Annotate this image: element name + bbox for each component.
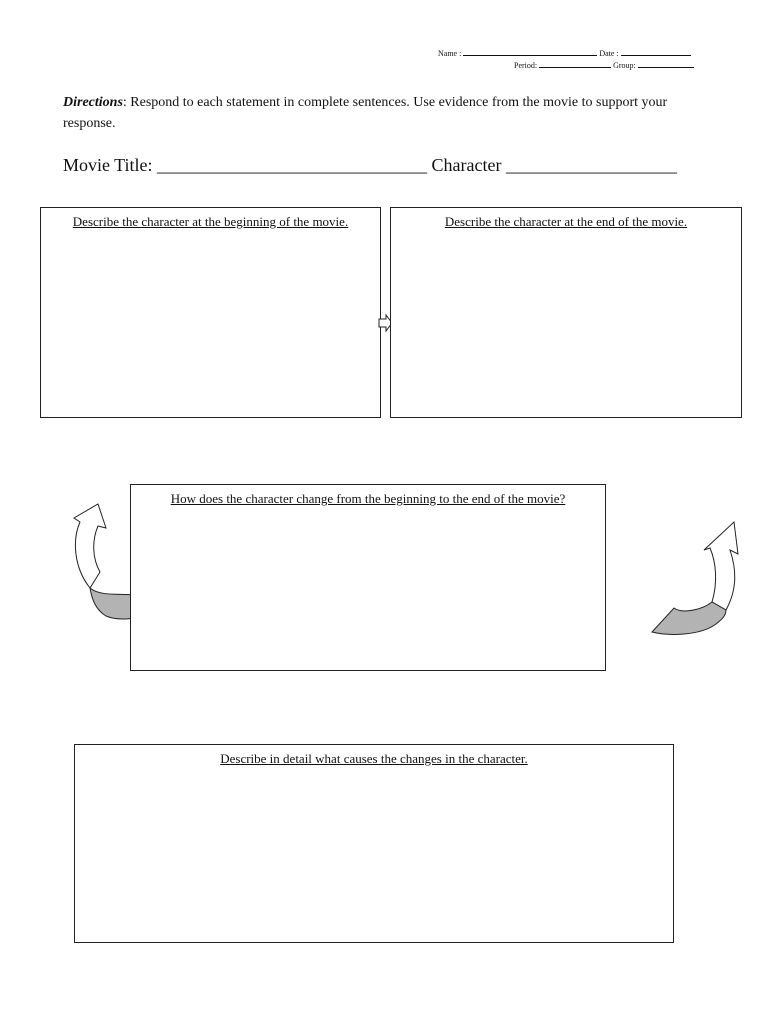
directions [63,92,713,134]
period-label: Period: [514,61,538,70]
character-label[interactable]: Character ___________________ [431,155,677,175]
directions-lead: Directions [63,95,123,110]
name-label: Name : [438,49,462,58]
beginning-prompt: Describe the character at the beginning of the movie. [72,214,349,229]
name-date-header [438,47,691,59]
curved-arrow-icon [646,518,746,638]
group-label: Group: [613,61,636,70]
period-group-header [514,59,694,71]
directions-text: : Respond to each statement in complete sentences. Use evidence from the movie to support your response. [63,95,668,131]
cause-prompt: Describe in detail what causes the changes in the character. [220,751,528,766]
date-blank[interactable] [621,47,691,56]
end-box[interactable] [390,207,742,418]
change-prompt: How does the character change from the beginning to the end of the movie? [170,491,566,506]
cause-box[interactable] [74,744,674,943]
date-label: Date : [599,49,619,58]
beginning-box[interactable] [40,207,381,418]
movie-title-line [63,155,677,176]
change-box[interactable] [130,484,606,671]
movie-title-label[interactable]: Movie Title: ______________________________ [63,155,428,175]
name-blank[interactable] [463,47,597,56]
end-prompt: Describe the character at the end of the movie. [444,214,688,229]
group-blank[interactable] [638,59,694,68]
period-blank[interactable] [539,59,611,68]
